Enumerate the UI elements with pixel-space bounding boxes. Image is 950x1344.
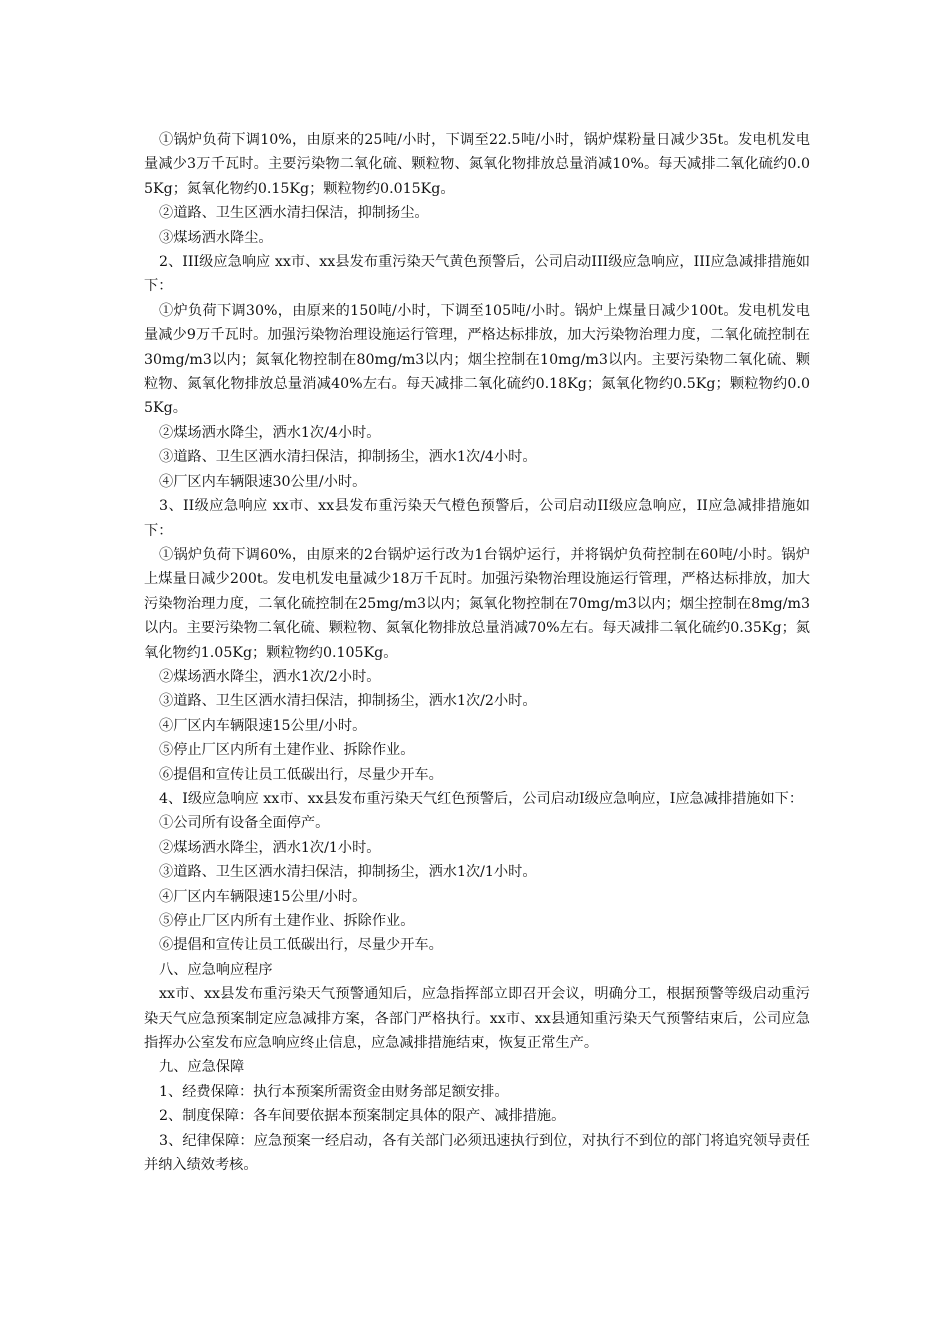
section-heading-emergency-support: 九、应急保障 [159, 1059, 245, 1076]
section-heading-response-procedure: 八、应急响应程序 [159, 961, 273, 978]
paragraph-level-3-item-2: ②煤场洒水降尘，洒水1次/4小时。 [159, 424, 381, 441]
paragraph-level-2-item-6: ⑥提倡和宣传让员工低碳出行，尽量少开车。 [159, 766, 443, 783]
paragraph-funding-support: 1、经费保障：执行本预案所需资金由财务部足额安排。 [159, 1083, 509, 1100]
paragraph-level-2-item-4: ④厂区内车辆限速15公里/小时。 [159, 717, 367, 734]
paragraph-level-3-item-1: ①炉负荷下调30%，由原来的150吨/小时，下调至105吨/小时。锅炉上煤量日减少100t。发电机发电量减少9万千瓦时。加强污染物治理设施运行管理，严格达标排放，加大污染物治理力度，二氧化硫控制在30mg/m3以内；氮氧化物控制在80mg/m3以内；烟尘控制在10mg/m3以内。主要污染物二氧化硫、颗粒物、氮氧化物排放总量消减40%左右。每天减排二氧化硫约0.18Kg；氮氧化物约0.5Kg；颗粒物约0.05Kg。 [144, 302, 810, 417]
paragraph-level-3-heading: 2、III级应急响应 xx市、xx县发布重污染天气黄色预警后，公司启动III级应急响应，III应急减排措施如下： [144, 254, 810, 295]
paragraph-level-2-item-5: ⑤停止厂区内所有土建作业、拆除作业。 [159, 742, 415, 759]
paragraph-level-2-item-1: ①锅炉负荷下调60%，由原来的2台锅炉运行改为1台锅炉运行，并将锅炉负荷控制在60吨/小时。锅炉上煤量日减少200t。发电机发电量减少18万千瓦时。加强污染物治理设施运行管理，严格达标排放，加大污染物治理力度，二氧化硫控制在25mg/m3以内；氮氧化物控制在70mg/m3以内；烟尘控制在8mg/m3以内。主要污染物二氧化硫、颗粒物、氮氧化物排放总量消减70%左右。每天减排二氧化硫约0.35Kg；氮氧化物约1.05Kg；颗粒物约0.105Kg。 [144, 546, 810, 661]
paragraph-level-1-item-6: ⑥提倡和宣传让员工低碳出行，尽量少开车。 [159, 937, 443, 954]
paragraph-coal-yard-sprinkle: ③煤场洒水降尘。 [159, 229, 273, 246]
paragraph-level-2-heading: 3、II级应急响应 xx市、xx县发布重污染天气橙色预警后，公司启动II级应急响应，II应急减排措施如下： [144, 498, 810, 539]
paragraph-road-sprinkle: ②道路、卫生区洒水清扫保洁，抑制扬尘。 [159, 205, 429, 222]
paragraph-response-procedure: xx市、xx县发布重污染天气预警通知后，应急指挥部立即召开会议，明确分工，根据预警等级启动重污染天气应急预案制定应急减排方案，各部门严格执行。xx市、xx县通知重污染天气预警结束后，公司应急指挥办公室发布应急响应终止信息，应急减排措施结束，恢复正常生产。 [144, 986, 810, 1052]
paragraph-level-2-item-3: ③道路、卫生区洒水清扫保洁，抑制扬尘，洒水1次/2小时。 [159, 693, 537, 710]
paragraph-level-1-item-2: ②煤场洒水降尘，洒水1次/1小时。 [159, 839, 381, 856]
paragraph-level-1-item-4: ④厂区内车辆限速15公里/小时。 [159, 888, 367, 905]
paragraph-level-1-item-1: ①公司所有设备全面停产。 [159, 815, 330, 832]
document-page [144, 128, 810, 1177]
paragraph-level-2-item-2: ②煤场洒水降尘，洒水1次/2小时。 [159, 668, 381, 685]
paragraph-level-1-heading: 4、I级应急响应 xx市、xx县发布重污染天气红色预警后，公司启动I级应急响应，I应急减排措施如下： [159, 790, 804, 807]
paragraph-boiler-load-10: ①锅炉负荷下调10%，由原来的25吨/小时，下调至22.5吨/小时，锅炉煤粉量日减少35t。发电机发电量减少3万千瓦时。主要污染物二氧化硫、颗粒物、氮氧化物排放总量消减10%。每天减排二氧化硫约0.05Kg；氮氧化物约0.15Kg；颗粒物约0.015Kg。 [144, 132, 810, 197]
paragraph-level-1-item-3: ③道路、卫生区洒水清扫保洁，抑制扬尘，洒水1次/1小时。 [159, 864, 537, 881]
paragraph-discipline-support: 3、纪律保障：应急预案一经启动，各有关部门必须迅速执行到位，对执行不到位的部门将追究领导责任并纳入绩效考核。 [144, 1132, 810, 1174]
paragraph-level-1-item-5: ⑤停止厂区内所有土建作业、拆除作业。 [159, 913, 415, 929]
paragraph-level-3-item-4: ④厂区内车辆限速30公里/小时。 [159, 473, 367, 490]
paragraph-system-support: 2、制度保障：各车间要依据本预案制定具体的限产、减排措施。 [159, 1108, 566, 1125]
paragraph-level-3-item-3: ③道路、卫生区洒水清扫保洁，抑制扬尘，洒水1次/4小时。 [159, 449, 537, 466]
